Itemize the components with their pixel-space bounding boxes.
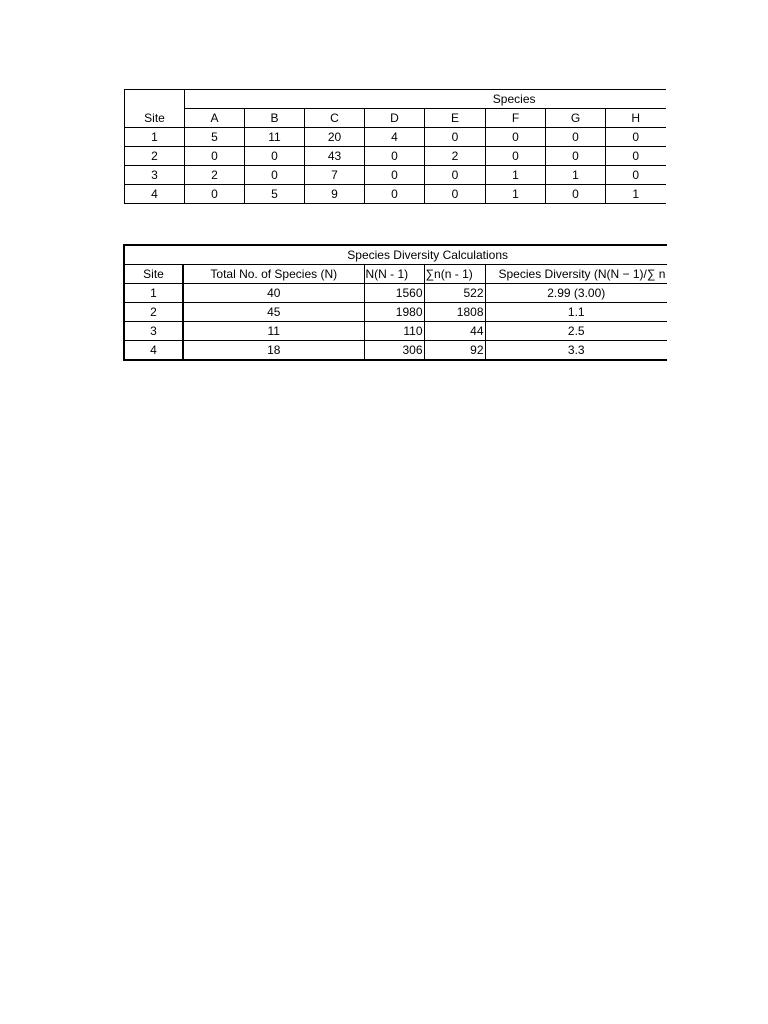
table-row: [124, 284, 667, 303]
diversity-title-cell[interactable]: Species Diversity Calculations: [124, 245, 667, 265]
count-cell[interactable]: 2: [185, 166, 245, 185]
count-cell[interactable]: 2: [425, 147, 486, 166]
sum-cell[interactable]: 92: [424, 341, 485, 361]
diversity-cell[interactable]: 2.99 (3.00): [485, 284, 667, 303]
total-species-cell[interactable]: 18: [183, 341, 364, 361]
count-cell[interactable]: 1: [486, 185, 546, 204]
site-cell[interactable]: 2: [125, 147, 185, 166]
count-cell[interactable]: 0: [546, 147, 606, 166]
diversity-calculations-table: [123, 244, 667, 361]
count-cell[interactable]: 0: [245, 166, 305, 185]
species-count-table: [124, 89, 666, 204]
count-cell[interactable]: 43: [305, 147, 365, 166]
count-cell[interactable]: 1: [546, 166, 606, 185]
species-title-cell[interactable]: Species: [185, 90, 666, 109]
count-cell[interactable]: 0: [425, 166, 486, 185]
site-header-cell[interactable]: Site: [124, 265, 183, 284]
table-row: [125, 128, 666, 147]
table-row: [124, 303, 667, 322]
table-row: [124, 341, 667, 361]
site-header-cell[interactable]: Site: [125, 90, 185, 128]
sum-cell[interactable]: 1808: [424, 303, 485, 322]
nn1-cell[interactable]: 1980: [364, 303, 424, 322]
table-row: [125, 90, 666, 109]
site-cell[interactable]: 3: [124, 322, 183, 341]
count-cell[interactable]: 5: [185, 128, 245, 147]
total-species-header-cell[interactable]: Total No. of Species (N): [183, 265, 364, 284]
count-cell[interactable]: 0: [185, 147, 245, 166]
species-header-c[interactable]: C: [305, 109, 365, 128]
count-cell[interactable]: 0: [185, 185, 245, 204]
count-cell[interactable]: 4: [365, 128, 425, 147]
nn1-cell[interactable]: 306: [364, 341, 424, 361]
site-cell[interactable]: 2: [124, 303, 183, 322]
diversity-cell[interactable]: 1.1: [485, 303, 667, 322]
nn1-header-cell[interactable]: N(N - 1): [364, 265, 424, 284]
count-cell[interactable]: 0: [365, 147, 425, 166]
count-cell[interactable]: 0: [546, 185, 606, 204]
diversity-header-cell[interactable]: Species Diversity (N(N − 1)/∑ n: [485, 265, 667, 284]
count-cell[interactable]: 1: [486, 166, 546, 185]
count-cell[interactable]: 11: [245, 128, 305, 147]
species-header-d[interactable]: D: [365, 109, 425, 128]
species-header-e[interactable]: E: [425, 109, 486, 128]
count-cell[interactable]: 0: [365, 185, 425, 204]
count-cell[interactable]: 7: [305, 166, 365, 185]
site-cell[interactable]: 1: [124, 284, 183, 303]
count-cell[interactable]: 0: [486, 147, 546, 166]
total-species-cell[interactable]: 45: [183, 303, 364, 322]
sum-cell[interactable]: 44: [424, 322, 485, 341]
site-cell[interactable]: 3: [125, 166, 185, 185]
count-cell[interactable]: 0: [425, 128, 486, 147]
count-cell[interactable]: 0: [546, 128, 606, 147]
nn1-cell[interactable]: 110: [364, 322, 424, 341]
diversity-cell[interactable]: 2.5: [485, 322, 667, 341]
total-species-cell[interactable]: 40: [183, 284, 364, 303]
table-row: [125, 109, 666, 128]
site-cell[interactable]: 1: [125, 128, 185, 147]
table-row: [125, 185, 666, 204]
species-header-g[interactable]: G: [546, 109, 606, 128]
table-row: [124, 265, 667, 284]
species-header-a[interactable]: A: [185, 109, 245, 128]
table-row: [125, 147, 666, 166]
count-cell[interactable]: 0: [606, 166, 666, 185]
sum-cell[interactable]: 522: [424, 284, 485, 303]
count-cell[interactable]: 5: [245, 185, 305, 204]
table-row: [124, 245, 667, 265]
count-cell[interactable]: 0: [606, 147, 666, 166]
count-cell[interactable]: 9: [305, 185, 365, 204]
count-cell[interactable]: 0: [486, 128, 546, 147]
count-cell[interactable]: 20: [305, 128, 365, 147]
count-cell[interactable]: 0: [245, 147, 305, 166]
species-header-f[interactable]: F: [486, 109, 546, 128]
species-header-h[interactable]: H: [606, 109, 666, 128]
site-cell[interactable]: 4: [125, 185, 185, 204]
sum-header-cell[interactable]: ∑n(n - 1): [424, 265, 485, 284]
count-cell[interactable]: 0: [606, 128, 666, 147]
nn1-cell[interactable]: 1560: [364, 284, 424, 303]
site-cell[interactable]: 4: [124, 341, 183, 361]
count-cell[interactable]: 1: [606, 185, 666, 204]
table-row: [125, 166, 666, 185]
table-row: [124, 322, 667, 341]
count-cell[interactable]: 0: [365, 166, 425, 185]
count-cell[interactable]: 0: [425, 185, 486, 204]
total-species-cell[interactable]: 11: [183, 322, 364, 341]
species-header-b[interactable]: B: [245, 109, 305, 128]
diversity-cell[interactable]: 3.3: [485, 341, 667, 361]
